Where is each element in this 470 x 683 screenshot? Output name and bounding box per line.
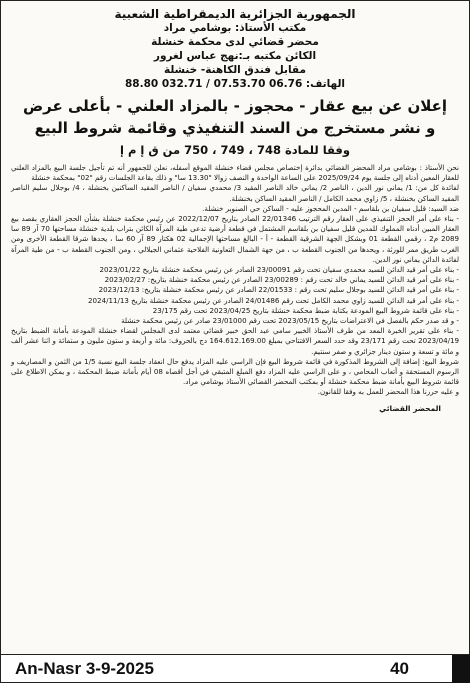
republic-heading: الجمهورية الجزائرية الديمقراطية الشعبية xyxy=(114,7,356,21)
notice-title xyxy=(1,95,469,159)
phone-numbers: 06.76 07.53.70 / 032.71 88.80 xyxy=(125,78,303,90)
body-paragraph: - بناء على أمر قيد الدائن للسيد محمدي سفيان تحت رقم 23/00091 الصادر عن رئيس محكمة خنشلة بتاريخ 2023/01/22 xyxy=(99,265,459,275)
publication-date: An-Nasr 3-9-2025 xyxy=(15,658,154,678)
page-number: 40 xyxy=(390,658,409,678)
office-name: مكتب الأستاذ: بوشامي مراد xyxy=(163,22,307,34)
phone-line xyxy=(1,77,469,91)
office-address: الكائن مكتبه بـ:نهج عباس لغرور xyxy=(153,50,317,62)
notice-body xyxy=(1,159,469,414)
title-line-1: إعلان عن بيع عقار - محجوز - بالمزاد العلني - بأعلى عرض xyxy=(22,97,448,115)
corner-block xyxy=(452,655,470,683)
body-paragraph: - بناء على تقرير الخبرة المعد من طرف الأستاذ الخبير سامي عبد الحق خبير قضائي معتمد لدى المجلس لقضاء خنشلة المودعة بأمانة الضبط بتاريخ 2023/04/19 تحت رقم 23/171 وقد حدد السعر الافتتاحي بمبلغ 164.612.169.00 دج بالحروف: مائة و أربعة و ستون مليون و ستمائة و اثنا عشر ألف و مائة و تسعة و ستون دينار جزائري و صفر سنتيم. xyxy=(11,326,460,356)
body-paragraph: شروط البيع: إضافة إلى الشروط المذكورة في قائمة شروط البيع فإن الراسي عليه المزاد يدفع حال انعقاد جلسة البيع نسبة 1/5 من الثمن و المصاريف و الرسوم المستحقة و أتعاب المحامي ، و على الراسي عليه المزاد دفع المبلغ المتبقي في أجل أقصاه 08 أيام بأمانة ضبط المحكمة ، و يمكن الاطلاع على قائمة شروط البيع بأمانة ضبط محكمة خنشلة أو بمكتب المحضر القضائي الأستاذ بوشامي مراد. xyxy=(11,356,460,387)
bailiff-header xyxy=(1,1,469,91)
body-paragraph: - بناء على أمر قيد الدائن للسيد يماني خالد تحت رقم : 23/00289 الصادر عن رئيس محكمة خنشلة بتاريخ: 2023/02/27 xyxy=(104,275,459,285)
page-footer xyxy=(1,654,469,682)
signature-label: المحضر القضائي xyxy=(379,403,441,413)
title-line-2: و نشر مستخرج من السند التنفيذي وقائمة شروط البيع xyxy=(34,119,436,137)
body-paragraph: ضد السيد: قليل سفيان بن بلقاسم - المدين المحجوز عليه - الساكن حي الصنوبر خنشلة. xyxy=(202,203,459,213)
title-line-3: وفقا للمادة 748 ، 749 ، 750 من ق إ م إ xyxy=(120,143,350,157)
body-paragraph: لفائدة كل من: 1/ يماني نور الدين ، الناصر 2/ يماني خالد الناصر المقيد 3/ محمدي سفيان / الناصر المقيد الساكنين بخنشلة ، 4/ بوجلال سليم الناصر المقيد الساكن بخنشلة ، 5/ زاوي محمد الكامل / الناصر المقيد الساكن بخنشلة. xyxy=(11,183,460,203)
body-paragraph: و عليه حررنا هذا المحضر للعمل به وفقا للقانون. xyxy=(317,387,459,397)
body-paragraph: - بناء على أمر قيد الدائن للسيد بوجلال سليم تحت رقم : 22/01533 الصادر عن رئيس محكمة خنشلة بتاريخ: 2023/12/13 xyxy=(98,285,459,295)
body-paragraph: - بناء على أمر الحجز التنفيذي على العقار رقم الترتيب 22/01346 الصادر بتاريخ 2022/12/07 عن رئيس محكمة خنشلة بشأن الحجز العقاري بقصد بيع العقار المبين أدناه المملوك للمدين قليل سفيان بن بلقاسم المشتمل في قطعة أرضية تدعى طية المرآة الكائن بتراب بلدية خنشلة مساحتها 70 آر 89 سا 2089 م2 ، رقمي القطعة 01 وبشكل الجهة الشرقية القطعة - أ - البالغ مساحتها الإجمالية 02 هكتار 89 آر 60 سا ، يحدها شرقا القطعة الأخرى ومن الغرب طريق ممر للورثة ، ويحدها من الجنوب القطعة ب ، من جهة الشمال التعاونية الفلاحية عثماني الجيلالي ، ومن الجنوب القطعة ب - من طية المرآة لفائدة الدائن يماني نور الدين. xyxy=(11,214,460,264)
body-paragraph: - بناء على أمر قيد الدائن للسيد زاوي محمد الكامل تحت رقم 24/01486 الصادر عن رئيس محكمة خنشلة بتاريخ 2024/11/13 xyxy=(88,295,459,305)
court-name: محضر قضائي لدى محكمة خنشلة xyxy=(151,36,319,48)
office-landmark: مقابل فندق الكاهنة- خنشلة xyxy=(164,64,306,76)
phone-label: الهاتف: xyxy=(305,78,345,90)
body-paragraph: - بناء على قائمة شروط البيع المودعة بكتابة ضبط محكمة خنشلة بتاريخ 2023/04/25 تحت رقم 23/175 xyxy=(152,305,459,315)
body-paragraph: نحن الأستاذ : بوشامي مراد المحضر القضائي بدائرة إختصاص مجلس قضاء خنشلة الموقع أسفله، نعلن للجمهور أنه تم تأجيل جلسة البيع بالمزاد العلني للعقار المعين أدناه إلى جلسة يوم 2025/09/24 على الساعة الواحدة و النصف زوالا "13.30 سا" و ذلك بقاعة الجلسات رقم "02" بمحكمة خنشلة xyxy=(11,163,459,183)
body-paragraph: - و قد صدر حكم بالفصل في الاعتراضات بتاريخ 2023/05/15 تحت رقم 23/01000 صادر عن رئيس محكمة خنشلة xyxy=(121,316,459,326)
